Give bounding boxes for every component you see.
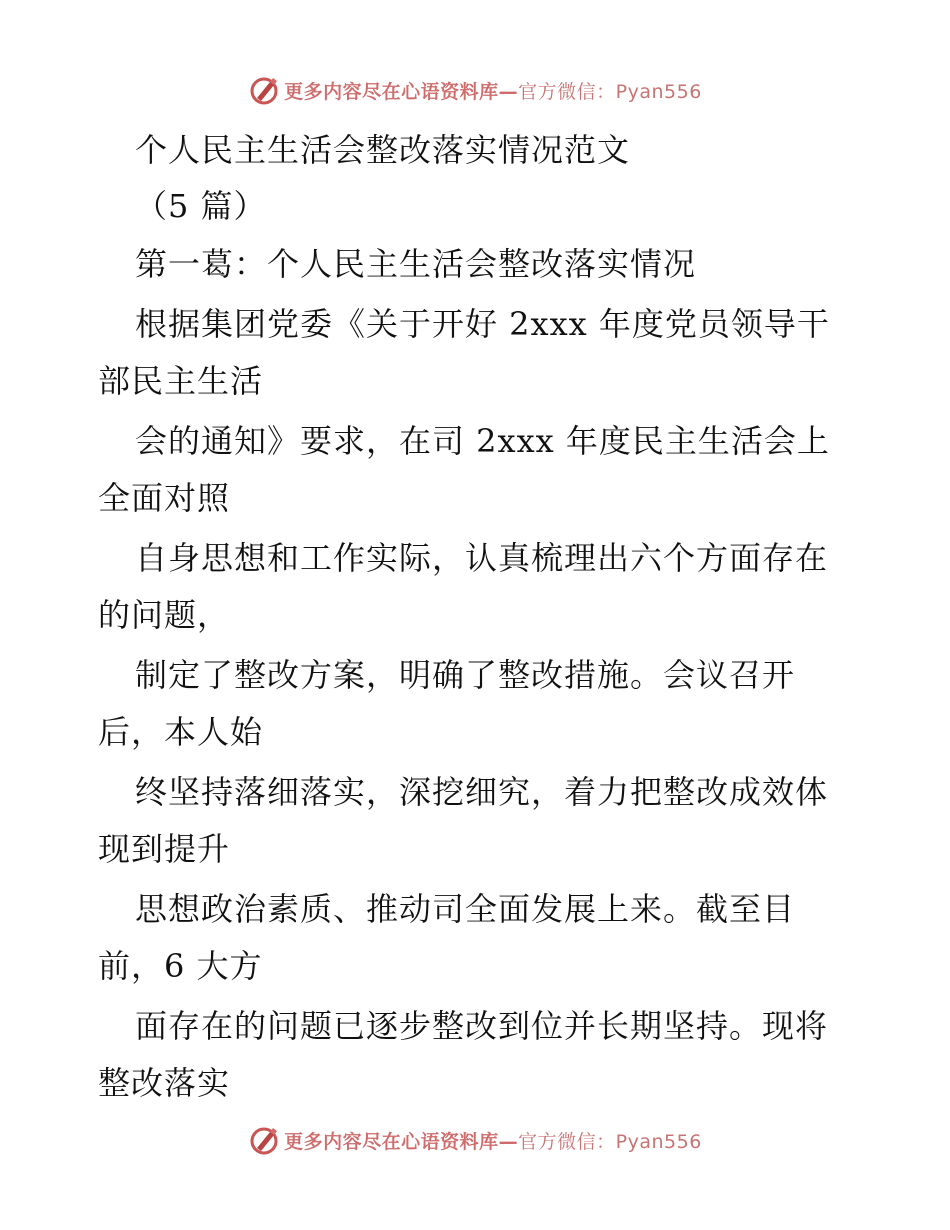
paragraph-line: 制定了整改方案，明确了整改措施。会议召开 xyxy=(135,656,796,694)
banner-text xyxy=(284,77,702,104)
footer-banner xyxy=(0,1120,950,1160)
paragraph-line: 终坚持落细落实，深挖细究，着力把整改成效体 xyxy=(135,773,829,811)
banner-wechat-text: 官方微信：Pyan556 xyxy=(518,80,702,103)
document-subtitle: （5 篇） xyxy=(135,187,267,225)
paragraph-line: 全面对照 xyxy=(98,479,231,517)
header-banner xyxy=(0,70,950,110)
pen-logo-icon xyxy=(248,1124,280,1156)
banner-wechat-text: 官方微信：Pyan556 xyxy=(518,1130,702,1153)
paragraph-line: 整改落实 xyxy=(98,1064,231,1102)
paragraph-line: 自身思想和工作实际，认真梳理出六个方面存在 xyxy=(135,539,829,577)
paragraph-line: 前，6 大方 xyxy=(98,947,263,985)
document-title: 个人民主生活会整改落实情况范文 xyxy=(135,131,631,169)
paragraph-line: 面存在的问题已逐步整改到位并长期坚持。现将 xyxy=(135,1007,829,1045)
paragraph-line: 的问题， xyxy=(98,596,231,634)
banner-dash: — xyxy=(498,1130,519,1153)
paragraph-line: 思想政治素质、推动司全面发展上来。截至目 xyxy=(135,890,796,928)
banner-main-text: 更多内容尽在心语资料库 xyxy=(284,1130,499,1153)
banner-text xyxy=(284,1127,702,1154)
section-heading: 第一葛：个人民主生活会整改落实情况 xyxy=(135,245,697,283)
paragraph-line: 后，本人始 xyxy=(98,713,264,751)
paragraph-line: 部民主生活 xyxy=(98,362,264,400)
banner-dash: — xyxy=(498,80,519,103)
banner-main-text: 更多内容尽在心语资料库 xyxy=(284,80,499,103)
paragraph-line: 根据集团党委《关于开好 2xxx 年度党员领导干 xyxy=(135,305,830,343)
paragraph-line: 现到提升 xyxy=(98,830,231,868)
paragraph-line: 会的通知》要求，在司 2xxx 年度民主生活会上 xyxy=(135,422,830,460)
pen-logo-icon xyxy=(248,74,280,106)
